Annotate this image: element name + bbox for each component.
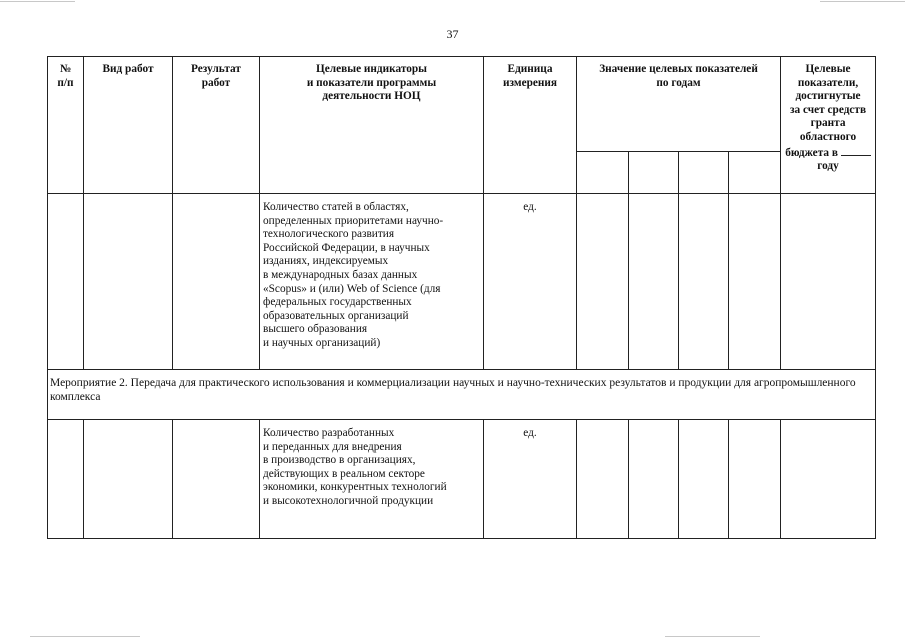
header-unit-line1: Единица [507, 63, 553, 75]
row2-indicator-line3: в производство в организациях, [263, 454, 416, 467]
header-achieved-line3: достигнутые [795, 90, 861, 103]
year-col-3 [679, 152, 729, 194]
row2-year-1 [577, 420, 629, 539]
header-achieved-year: году [817, 160, 839, 173]
scan-edge-top-right [820, 1, 905, 2]
row1-year-4 [729, 194, 781, 370]
row1-indicator-line5: изданиях, индексируемых [263, 255, 389, 268]
header-indicators-line1: Целевые индикаторы [316, 63, 427, 75]
row1-work-type [84, 194, 173, 370]
row1-indicator-line4: Российской Федерации, в научных [263, 241, 430, 254]
year-col-4 [729, 152, 781, 194]
header-values-line2: по годам [656, 76, 701, 89]
row1-indicator-line3: технологического развития [263, 228, 395, 241]
row2-indicator-line6: и высокотехнологичной продукции [263, 494, 434, 507]
table-row [48, 420, 876, 539]
header-num-line2: п/п [57, 76, 74, 89]
row1-unit: ед. [484, 194, 577, 370]
header-achieved-line1: Целевые [805, 63, 851, 75]
table-row [48, 194, 876, 370]
page-number: 37 [446, 27, 459, 41]
row1-indicator [260, 194, 484, 370]
header-achieved-line5: гранта [810, 117, 846, 130]
row2-num [48, 420, 84, 539]
header-unit [484, 57, 577, 194]
row2-unit: ед. [484, 420, 577, 539]
header-result-line1: Результат [191, 63, 241, 75]
header-result-line2: работ [201, 76, 231, 89]
header-achieved-budget: бюджета в [785, 146, 838, 159]
header-num-line1: № [59, 63, 72, 75]
indicators-table [47, 56, 876, 539]
header-result [173, 57, 260, 194]
header-achieved-line2: показатели, [797, 76, 859, 89]
row1-year-2 [629, 194, 679, 370]
row1-indicator-line10: высшего образования [263, 323, 368, 336]
header-values-by-year [577, 57, 781, 152]
scan-edge-bottom-left [30, 636, 140, 637]
header-work-type [84, 57, 173, 194]
row2-indicator-line2: и переданных для внедрения [263, 440, 402, 453]
row1-achieved [781, 194, 876, 370]
row2-indicator-line5: экономики, конкурентных технологий [263, 481, 447, 494]
row2-year-2 [629, 420, 679, 539]
row1-result [173, 194, 260, 370]
year-col-1 [577, 152, 629, 194]
scan-edge-top-left [0, 1, 75, 2]
header-achieved [781, 57, 876, 194]
row2-year-3 [679, 420, 729, 539]
row1-num [48, 194, 84, 370]
header-values-line1: Значение целевых показателей [599, 63, 758, 75]
year-col-2 [629, 152, 679, 194]
header-num [48, 57, 84, 194]
row2-work-type [84, 420, 173, 539]
row1-indicator-line7: «Scopus» и (или) Web of Science (для [263, 282, 441, 295]
row1-year-3 [679, 194, 729, 370]
row1-indicator-line9: образовательных организаций [263, 309, 409, 322]
row2-result [173, 420, 260, 539]
row2-indicator [260, 420, 484, 539]
year-blank-line [841, 145, 871, 156]
row1-indicator-line8: федеральных государственных [263, 296, 412, 309]
header-indicators-line2: и показатели программы [306, 76, 437, 89]
header-work-type-label: Вид работ [102, 63, 154, 75]
header-indicators-line3: деятельности НОЦ [322, 90, 421, 103]
row2-indicator-line4: действующих в реальном секторе [263, 467, 425, 480]
header-indicators [260, 57, 484, 194]
row2-year-4 [729, 420, 781, 539]
header-achieved-line6: областного [799, 130, 857, 143]
row1-indicator-line11: и научных организаций) [263, 336, 381, 349]
header-achieved-line4: за счет средств [789, 103, 867, 116]
row2-indicator-line1: Количество разработанных [263, 427, 395, 439]
row1-indicator-line2: определенных приоритетами научно- [263, 214, 444, 227]
row1-year-1 [577, 194, 629, 370]
scan-edge-bottom-right [665, 636, 760, 637]
section-event-2: Мероприятие 2. Передача для практического использования и коммерциализации научных и научно-технических результатов и продукции для агропромышленного комплекса [48, 370, 876, 420]
row2-achieved [781, 420, 876, 539]
header-unit-line2: измерения [502, 76, 558, 89]
section-row [48, 370, 876, 420]
row1-indicator-line1: Количество статей в областях, [263, 201, 409, 213]
row1-indicator-line6: в международных базах данных [263, 268, 418, 281]
